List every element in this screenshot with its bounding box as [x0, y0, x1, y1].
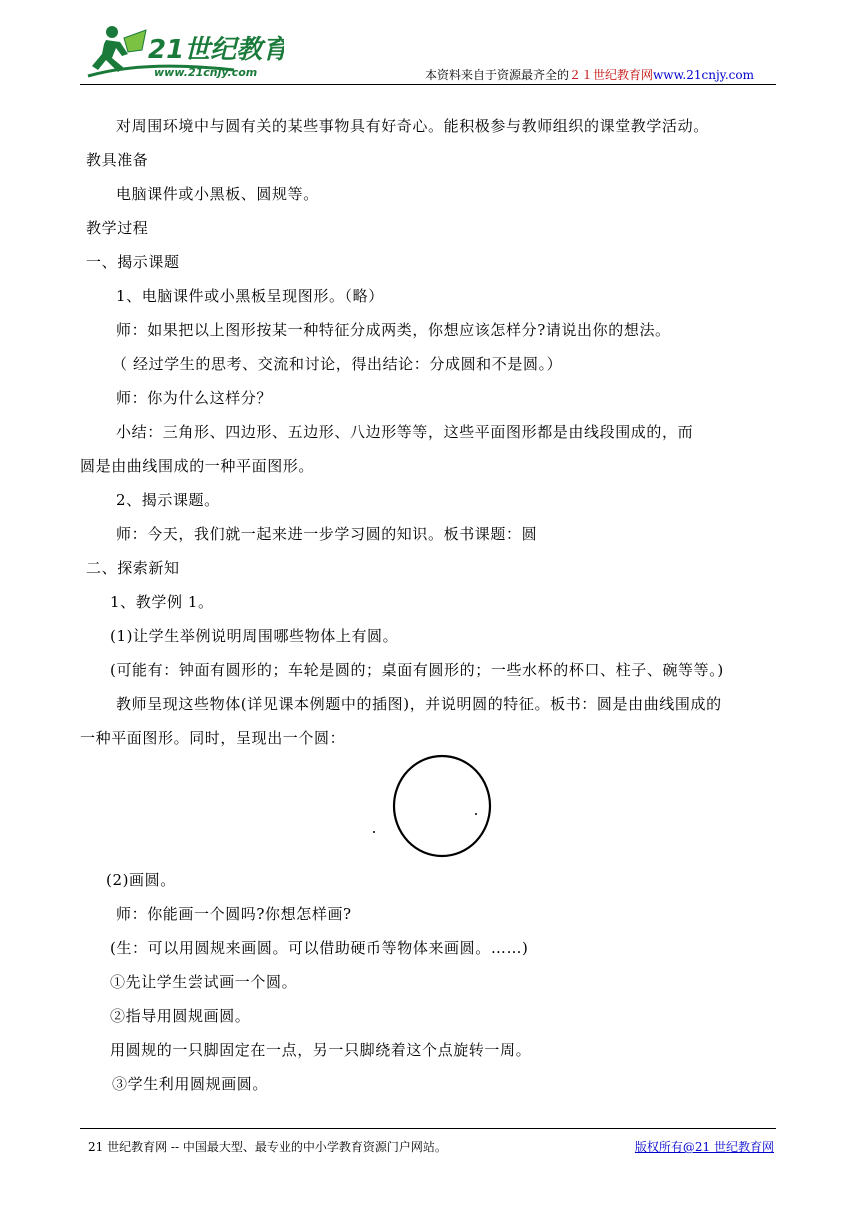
body-line: (生：可以用圆规来画圆。可以借助硬币等物体来画圆。……) [110, 939, 529, 957]
section-heading: 教具准备 [86, 151, 149, 169]
body-line: 一种平面图形。同时，呈现出一个圆： [80, 729, 346, 747]
body-line: 师：今天，我们就一起来进一步学习圆的知识。板书课题：圆 [116, 525, 538, 543]
body-line: (可能有：钟面有圆形的；车轮是圆的；桌面有圆形的；一些水杯的杯口、柱子、碗等等。) [110, 661, 724, 679]
body-line: (1)让学生举例说明周围哪些物体上有圆。 [110, 627, 399, 645]
body-line: （ 经过学生的思考、交流和讨论，得出结论：分成圆和不是圆。） [112, 355, 563, 373]
circle-figure [368, 752, 494, 860]
body-line: 师：你为什么这样分？ [116, 389, 273, 407]
site-logo [84, 20, 284, 82]
footer-site-description: 21 世纪教育网 -- 中国最大型、最专业的中小学教育资源门户网站。 [88, 1140, 447, 1154]
section-heading: 一、揭示课题 [86, 253, 180, 271]
body-line: 小结：三角形、四边形、五边形、八边形等等，这些平面图形都是由线段围成的，而 [116, 423, 694, 441]
header-source-note [425, 66, 754, 83]
body-line: 2、揭示课题。 [116, 491, 220, 509]
svg-text:21世纪教育: 21世纪教育 [148, 35, 284, 65]
body-line: 用圆规的一只脚固定在一点，另一只脚绕着这个点旋转一周。 [110, 1041, 532, 1059]
body-line: (2)画圆。 [106, 871, 176, 889]
header-divider [80, 84, 776, 85]
body-line: 圆是由曲线围成的一种平面图形。 [80, 457, 315, 475]
runner-logo-icon [84, 20, 284, 82]
body-line: ②指导用圆规画圆。 [110, 1007, 251, 1025]
body-line: 教师呈现这些物体(详见课本例题中的插图)，并说明圆的特征。板书：圆是由曲线围成的 [116, 695, 722, 713]
svg-text:www.21cnjy.com: www.21cnjy.com [154, 66, 258, 79]
body-line: 对周围环境中与圆有关的某些事物具有好奇心。能积极参与教师组织的课堂教学活动。 [116, 117, 709, 135]
body-line: 师：如果把以上图形按某一种特征分成两类，你想应该怎样分?请说出你的想法。 [116, 321, 671, 339]
header-note-prefix: 本资料来自于资源最齐全的 [425, 68, 570, 82]
section-heading: 二、探索新知 [86, 559, 180, 577]
header-note-brand: ２１世纪教育网 [569, 68, 654, 82]
section-heading: 教学过程 [86, 219, 149, 237]
body-line: 师：你能画一个圆吗?你想怎样画? [116, 905, 352, 923]
footer-divider [80, 1128, 776, 1129]
body-line: 电脑课件或小黑板、圆规等。 [116, 185, 319, 203]
circle-drawing-icon [368, 752, 494, 860]
body-line: 1、教学例 1。 [110, 593, 214, 611]
body-line: ①先让学生尝试画一个圆。 [110, 973, 298, 991]
body-line: 1、电脑课件或小黑板呈现图形。（略） [116, 287, 384, 305]
header-note-url[interactable]: www.21cnjy.com [653, 68, 754, 82]
footer-copyright-link[interactable]: 版权所有@21 世纪教育网 [634, 1140, 774, 1154]
body-line: ③学生利用圆规画圆。 [112, 1075, 269, 1093]
